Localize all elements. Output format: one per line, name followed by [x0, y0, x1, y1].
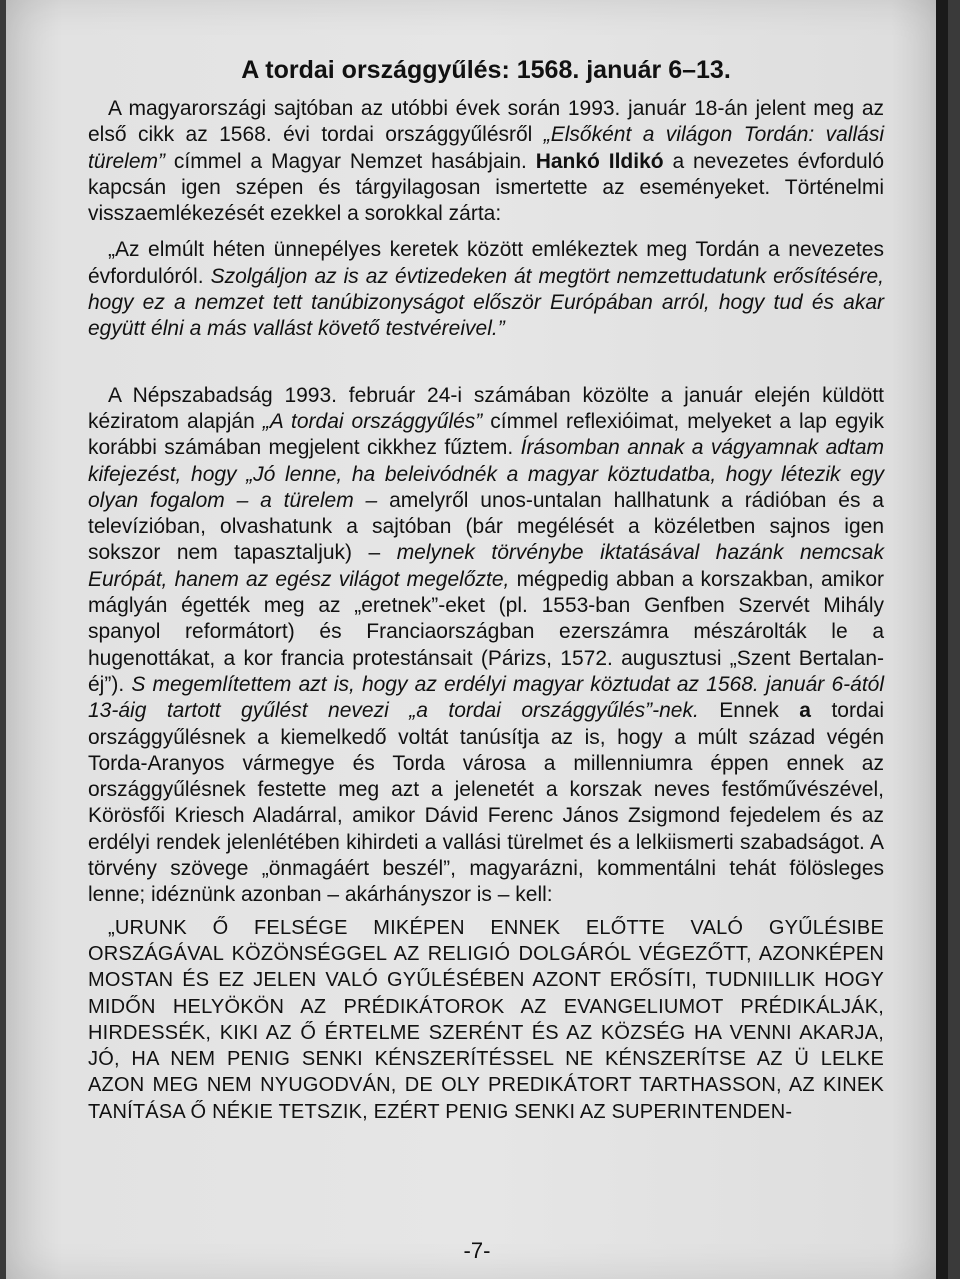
- p3-run: mégpedig abban a korszakban, amikor máglyán égették meg az „eretnek”-eket (pl. 1553-ban Genfben Szervét Mihály spanyol reformátort) és Franciaországban ezerszámra mészárolták le a hugenottákat, a kor francia protestánsait (Párizs, 1572. augusztusi „Szent Bertalan-éj”).: [88, 567, 884, 696]
- law-quote: „URUNK Ő FELSÉGE MIKÉPEN ENNEK ELŐTTE VALÓ GYŰLÉSIBE ORSZÁGÁVAL KÖZÖNSÉGGEL AZ RELIGIÓ DOLGÁRÓL VÉGEZŐTT, AZONKÉPEN MOSTAN ÉS EZ JELEN VALÓ GYŰLÉSÉBEN AZONT ERŐSÍTI, TUDNIILLIK HOGY MIDŐN HELYÖKÖN AZ PRÉDIKÁTOROK AZ EVANGELIUMOT PRÉDIKÁLJÁK, HIRDESSÉK, KIKI AZ Ő ÉRTELME SZERÉNT ÉS AZ KÖZSÉG HA VENNI AKARJA, JÓ, HA NEM PENIG SENKI KÉNSZERÍTÉSSEL NE KÉNSZERÍTSE AZ Ü LELKE AZON MEG NEM NYUGODVÁN, DE OLY PREDIKÁTORT TARTHASSON, AZ KINEK TANÍTÁSA Ő NÉKIE TETSZIK, EZÉRT PENIG SENKI AZ SUPERINTENDEN-: [88, 916, 884, 1123]
- page-edge-shadow: [936, 0, 948, 1279]
- p3-run: amelyről unos-untalan hallhatunk a rádióban és a televízióban, olvashatunk a sajtóban (bár megélését a közéletben sajnos igen sokszor nem tapasztaljuk) –: [88, 488, 884, 565]
- p3-run: melynek törvénybe iktatásával hazánk nemcsak Európát, hanem az egész világot megelőzte,: [88, 541, 884, 591]
- paragraph-quote-magyar-nemzet: [88, 237, 884, 342]
- page-text: [88, 52, 884, 1125]
- paragraph-intro: [88, 96, 884, 227]
- p3-run: Írásomban annak a vágyamnak adtam kifejezést, hogy „Jó lenne, ha beleivódnék a magyar köztudatba, hogy létezik egy olyan fogalom – a türelem –: [88, 436, 884, 512]
- chapter-title: A tordai országgyűlés: 1568. január 6–13.: [241, 56, 731, 84]
- p2-run: Szolgáljon az is az évtizedeken át megtört nemzettudatunk erősítésére, hogy ez a nemzet tett tanúbizonyságot először Európában arról, hogy tud és akar együtt élni a más vallást követő testvéreivel.”: [88, 264, 884, 341]
- p1-run: „Elsőként a világon Tordán: vallási türelem”: [88, 123, 884, 173]
- p3-run: A Népszabadság 1993. február 24-i számában közölte a január elején küldött kéziratom alapján: [88, 383, 884, 433]
- p3-run: „A tordai országgyűlés”: [262, 409, 483, 433]
- p3-run: S megemlítettem azt is, hogy az erdélyi magyar köztudat az 1568. január 6-ától 13-áig tartott gyűlést nevezi „a tordai országgyűlés”-nek.: [88, 672, 884, 723]
- page-number: -7-: [463, 1238, 491, 1263]
- p2-run: „Az elmúlt héten ünnepélyes keretek között emlékeztek meg Tordán a nevezetes évfordulóról.: [88, 238, 884, 288]
- p3-run: címmel reflexióimat, melyeket a lap egyik korábbi számában megjelent cikkhez fűztem.: [88, 409, 884, 460]
- p1-run: Hankó Ildikó: [535, 149, 664, 173]
- p1-run: A magyarországi sajtóban az utóbbi évek során 1993. január 18-án jelent meg az első cikk az 1568. évi tordai országgyűlésről: [88, 97, 884, 147]
- paragraph-nepszabadsag: [88, 383, 884, 909]
- book-page: [6, 0, 948, 1279]
- p3-run: tordai országgyűlésnek a kiemelkedő voltát tanúsítja az is, hogy a múlt század végén Torda-Aranyos vármegye és Torda városa a millenniumra éppen ennek az országgyűlésnek festette meg azt a jelenetét a korszak neves festőművészével, Körösfői Kriesch Aladárral, amikor Dávid Ferenc János Zsigmond fejedelem és az erdélyi rendek jelenlétében kihirdeti a vallási türelmet és a lelkiismerti szabadságot. A törvény szövege „önmagáért beszél”, magyarázni, kommentálni tehát fölösleges lenne; idéznünk azonban – akárhányszor is – kell:: [88, 699, 884, 907]
- p3-run: Ennek: [698, 699, 800, 723]
- p3-run: a: [799, 699, 811, 723]
- p1-run: címmel a Magyar Nemzet hasábjain.: [165, 149, 536, 173]
- p1-run: a nevezetes évforduló kapcsán igen szépen és tárgyilagosan ismertette az eseményeket. Történelmi visszaemlékezését ezekkel a sorokkal zárta:: [88, 149, 884, 226]
